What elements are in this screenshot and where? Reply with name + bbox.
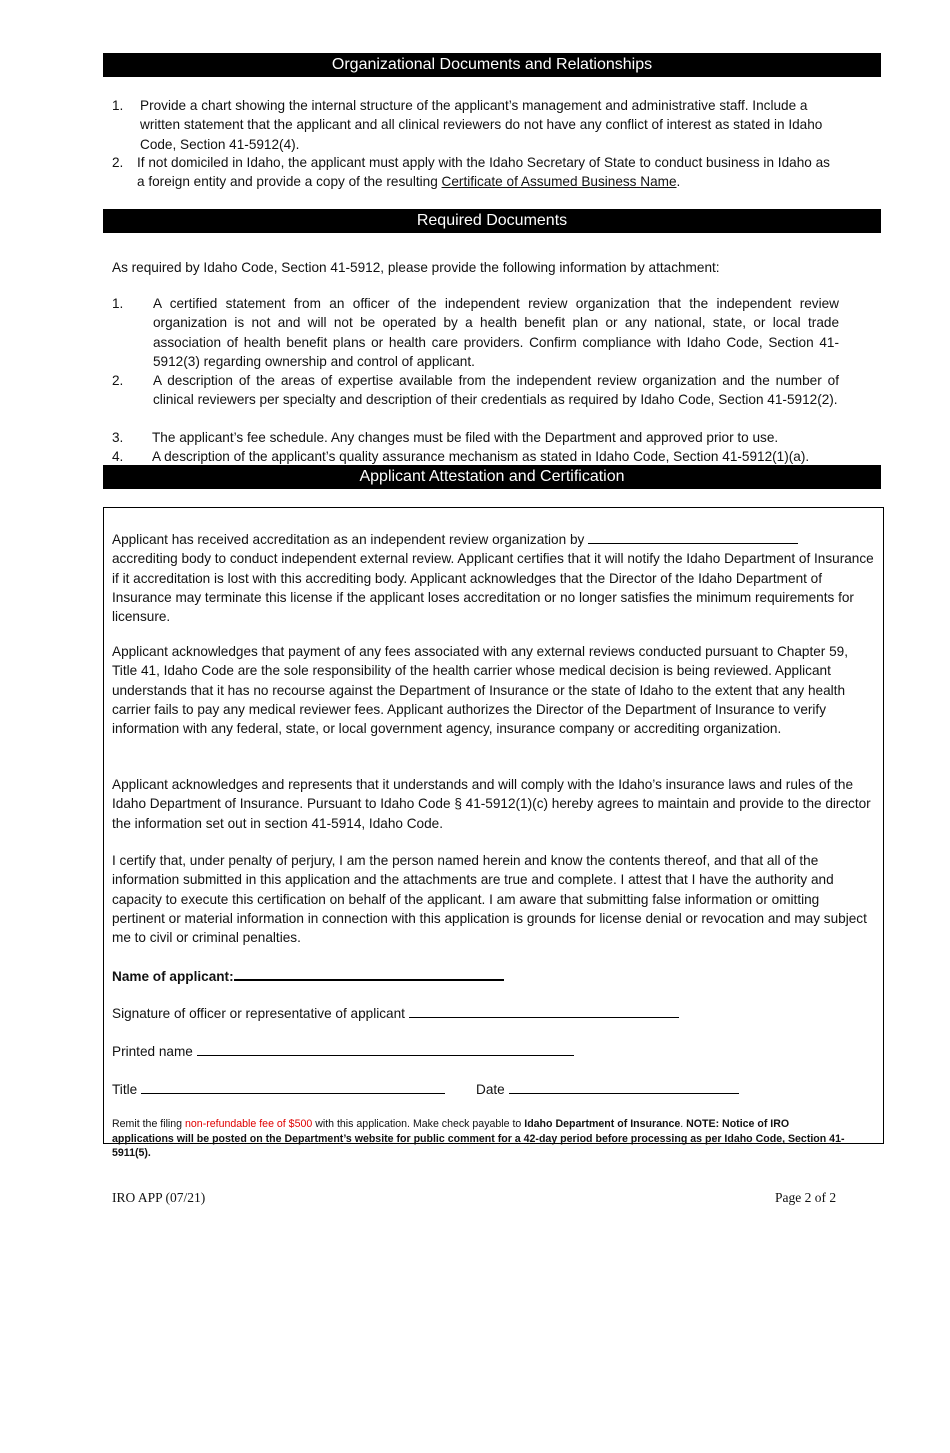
org-item-text: Provide a chart showing the internal structure of the applicant’s management and administrative staff. Include a written statement that the applicant and all clinical reviewers do not have any conflict of interest as stated in Idaho Code, Section 41-5912(4). — [140, 98, 823, 152]
printed-name-field[interactable] — [197, 1041, 574, 1056]
applicant-name-field[interactable] — [234, 965, 504, 981]
org-item-text: If not domiciled in Idaho, the applicant must apply with the Idaho Secretary of State to conduct business in Idaho as a foreign entity and provide a copy of the resulting Certificate of Assumed Business Name. — [137, 155, 830, 190]
section-header-required: Required Documents — [103, 209, 881, 233]
title-label: Title — [112, 1082, 138, 1097]
section-header-attestation: Applicant Attestation and Certification — [103, 465, 881, 489]
signature-row — [112, 1003, 679, 1023]
title-field[interactable] — [141, 1079, 445, 1094]
attestation-paragraph-compliance: Applicant acknowledges and represents that it understands and will comply with the Idaho’s insurance laws and rules of the Idaho Department of Insurance. Pursuant to Idaho Code § 41-5912(1)(c) hereby agrees to maintain and provide to the director the information set out in section 41-5914, Idaho Code. — [112, 777, 871, 831]
applicant-name-label: Name of applicant: — [112, 969, 234, 984]
payee: Idaho Department of Insurance — [524, 1118, 681, 1130]
signature-field[interactable] — [409, 1003, 679, 1018]
applicant-name-row — [112, 965, 504, 986]
accrediting-body-field[interactable] — [588, 529, 798, 544]
printed-name-row — [112, 1041, 574, 1061]
required-intro: As required by Idaho Code, Section 41-5912, please provide the following information by attachment: — [112, 260, 720, 275]
attestation-paragraph-accreditation: Applicant has received accreditation as an independent review organization by accrediting body to conduct independent external review. Applicant certifies that it will notify the Idaho Department of Insurance if it accreditation is lost with this accrediting body. Applicant acknowledges that the Director of the Idaho Department of Insurance may terminate this license if the applicant loses accreditation or no longer satisfies the minimum requirements for licensure. — [112, 529, 874, 626]
section-header-org: Organizational Documents and Relationships — [103, 53, 881, 77]
required-item-text: The applicant’s fee schedule. Any changes must be filed with the Department and approved prior to use. — [152, 430, 779, 445]
title-row — [112, 1079, 445, 1099]
printed-name-label: Printed name — [112, 1044, 193, 1059]
date-label: Date — [476, 1082, 505, 1097]
signature-label: Signature of officer or representative of applicant — [112, 1006, 405, 1021]
remit-note: Remit the filing non-refundable fee of $500 with this application. Make check payable to Idaho Department of Insurance. NOTE: Notice of IRO applications will be posted on the Department’s website for public comment for a 42-day period before processing as per Idaho Code, Section 41-5911(5). — [112, 1118, 845, 1159]
date-field[interactable] — [509, 1079, 739, 1094]
required-item-number: 2. — [112, 373, 124, 388]
page-number: Page 2 of 2 — [775, 1190, 837, 1205]
required-item-text: A description of the areas of expertise available from the independent review organization and the number of clinical reviewers per specialty and description of their credentials as required by Idaho Code, Section 41-5912(2). — [153, 373, 839, 408]
date-row — [476, 1079, 739, 1099]
form-id: IRO APP (07/21) — [112, 1190, 206, 1205]
org-item-number: 2. — [112, 155, 124, 170]
assumed-name-certificate-link[interactable]: Certificate of Assumed Business Name — [441, 174, 677, 190]
public-comment-note: NOTE: Notice of IRO applications will be posted on the Department’s website for public comment for a 42-day period before processing as per Idaho Code, Section 41-5911(5). — [112, 1118, 845, 1159]
fee-amount: non-refundable fee of $500 — [185, 1118, 313, 1130]
required-item-text: A certified statement from an officer of the independent review organization that the independent review organization is not and will not be operated by a health benefit plan or any national, state, or local trade association of health benefit plans or health care providers. Confirm compliance with Idaho Code, Section 41-5912(3) regarding ownership and control of applicant. — [153, 296, 839, 369]
required-item-text: A description of the applicant’s quality assurance mechanism as stated in Idaho Code, Section 41-5912(1)(a). — [152, 449, 810, 464]
required-item-number: 3. — [112, 430, 124, 445]
attestation-paragraph-fees: Applicant acknowledges that payment of any fees associated with any external reviews conducted pursuant to Chapter 59, Title 41, Idaho Code are the sole responsibility of the health carrier whose medical decision is being reviewed. Applicant understands that it has no recourse against the Department of Insurance or the state of Idaho to the extent that any health carrier fails to pay any medical reviewer fees. Applicant authorizes the Director of the Department of Insurance to verify information with any federal, state, or local government agency, insurance company or accrediting organization. — [112, 644, 849, 737]
required-item-number: 4. — [112, 449, 124, 464]
org-item-number: 1. — [112, 98, 124, 113]
attestation-paragraph-certify: I certify that, under penalty of perjury, I am the person named herein and know the contents thereof, and that all of the information submitted in this application and the attachments are true and complete. I attest that I have the authority and capacity to execute this certification on behalf of the applicant. I am aware that submitting false information or omitting pertinent or material information in connection with this application is grounds for license denial or revocation and may subject me to civil or criminal penalties. — [112, 853, 867, 946]
required-item-number: 1. — [112, 296, 124, 311]
